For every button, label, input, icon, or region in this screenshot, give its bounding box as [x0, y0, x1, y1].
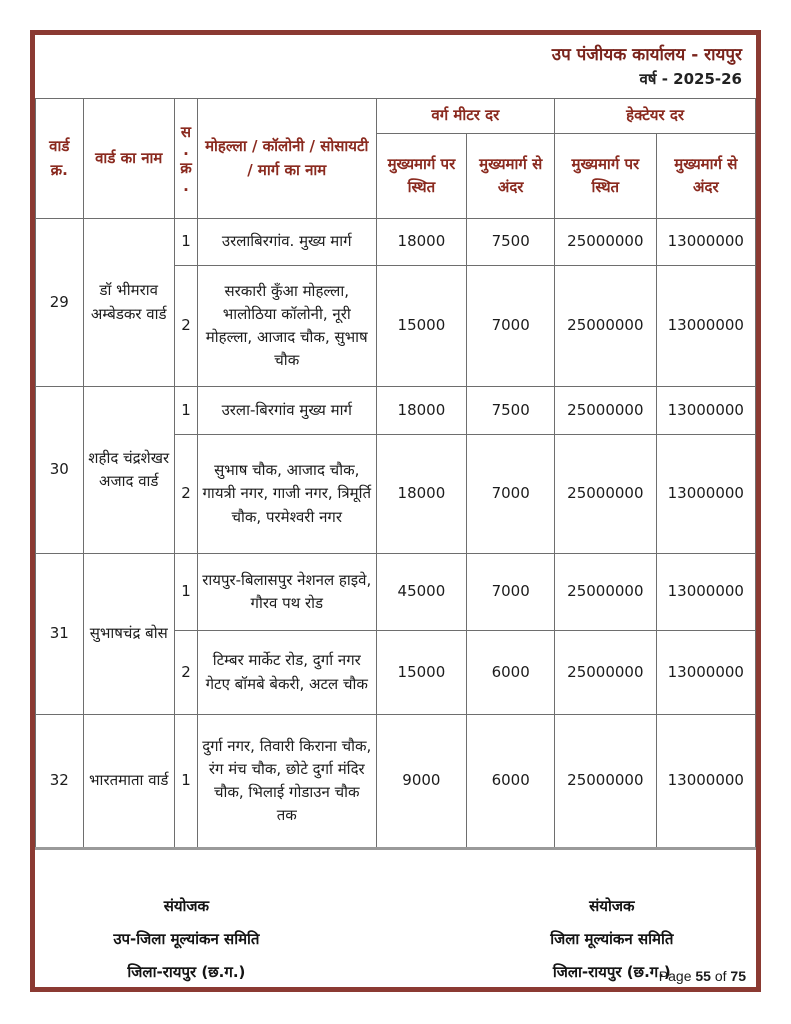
page-of: of [714, 968, 727, 984]
cell-serial: 1 [174, 554, 197, 631]
table-row [36, 554, 756, 631]
cell-ha-on-main: 25000000 [555, 631, 657, 715]
col-header-ward-no: वार्ड क्र. [36, 99, 84, 219]
cell-sqm-on-main: 18000 [376, 219, 467, 266]
signature-line: संयोजक [163, 897, 210, 915]
cell-sqm-inside: 7000 [467, 554, 555, 631]
cell-sqm-inside: 6000 [467, 631, 555, 715]
cell-ward-name: सुभाषचंद्र बोस [83, 554, 174, 715]
cell-sqm-on-main: 45000 [376, 554, 467, 631]
cell-ward-name: शहीद चंद्रशेखर अजाद वार्ड [83, 387, 174, 554]
cell-ha-inside: 13000000 [656, 631, 755, 715]
cell-area: उरला-बिरगांव मुख्य मार्ग [197, 387, 376, 435]
cell-ha-inside: 13000000 [656, 266, 755, 387]
cell-serial: 2 [174, 435, 197, 554]
page-frame [30, 30, 761, 992]
cell-sqm-inside: 7000 [467, 266, 555, 387]
table-row [36, 387, 756, 435]
page-current: 55 [695, 968, 711, 984]
cell-sqm-on-main: 18000 [376, 435, 467, 554]
col-header-sqm-on-main: मुख्यमार्ग पर स्थित [376, 134, 467, 219]
cell-ha-inside: 13000000 [656, 387, 755, 435]
col-header-ha-inside: मुख्यमार्ग से अंदर [656, 134, 755, 219]
cell-serial: 1 [174, 219, 197, 266]
serial-part: . [183, 176, 189, 195]
cell-ward-name: डॉ भीमराव अम्बेडकर वार्ड [83, 219, 174, 387]
cell-ha-on-main: 25000000 [555, 554, 657, 631]
cell-ha-inside: 13000000 [656, 219, 755, 266]
cell-sqm-on-main: 15000 [376, 631, 467, 715]
cell-ward-no: 29 [36, 219, 84, 387]
cell-ward-no: 32 [36, 715, 84, 849]
cell-ward-name: भारतमाता वार्ड [83, 715, 174, 849]
group-header-hectare-rate: हेक्टेयर दर [555, 99, 756, 134]
page-prefix: Page [658, 968, 692, 984]
cell-serial: 2 [174, 266, 197, 387]
table-row [36, 219, 756, 266]
cell-ward-no: 30 [36, 387, 84, 554]
cell-ha-on-main: 25000000 [555, 219, 657, 266]
cell-sqm-inside: 7000 [467, 435, 555, 554]
serial-part: . [183, 140, 189, 159]
cell-sqm-inside: 7500 [467, 219, 555, 266]
cell-sqm-on-main: 9000 [376, 715, 467, 849]
col-header-ward-name: वार्ड का नाम [83, 99, 174, 219]
cell-area: टिम्बर मार्केट रोड, दुर्गा नगर गेटए बॉमबे बेकरी, अटल चौक [197, 631, 376, 715]
page-total: 75 [730, 968, 746, 984]
col-header-mohalla: मोहल्ला / कॉलोनी / सोसायटी / मार्ग का नाम [197, 99, 376, 219]
col-header-serial [174, 99, 197, 219]
cell-ha-inside: 13000000 [656, 435, 755, 554]
cell-serial: 2 [174, 631, 197, 715]
group-header-sqm-rate: वर्ग मीटर दर [376, 99, 555, 134]
page-number [659, 968, 746, 984]
cell-ha-on-main: 25000000 [555, 435, 657, 554]
serial-part: क्र [180, 158, 192, 177]
office-title: उप पंजीयक कार्यालय - रायपुर [551, 45, 742, 65]
cell-ha-inside: 13000000 [656, 554, 755, 631]
cell-ward-no: 31 [36, 554, 84, 715]
table-header [36, 99, 756, 219]
cell-ha-on-main: 25000000 [555, 715, 657, 849]
table-row [36, 715, 756, 849]
cell-ha-inside: 13000000 [656, 715, 755, 849]
header-row-groups [36, 99, 756, 134]
signature-section [35, 890, 756, 989]
cell-sqm-on-main: 15000 [376, 266, 467, 387]
signature-line: जिला-रायपुर (छ.ग.) [552, 963, 671, 981]
rate-table [35, 98, 756, 850]
signature-line: जिला मूल्यांकन समिति [550, 930, 674, 948]
signature-line: उप-जिला मूल्यांकन समिति [113, 930, 260, 948]
cell-serial: 1 [174, 387, 197, 435]
cell-ha-on-main: 25000000 [555, 387, 657, 435]
col-header-sqm-inside: मुख्यमार्ग से अंदर [467, 134, 555, 219]
cell-sqm-inside: 6000 [467, 715, 555, 849]
cell-area: उरलाबिरगांव. मुख्य मार्ग [197, 219, 376, 266]
cell-area: सुभाष चौक, आजाद चौक, गायत्री नगर, गाजी नगर, त्रिमूर्ति चौक, परमेश्वरी नगर [197, 435, 376, 554]
cell-sqm-inside: 7500 [467, 387, 555, 435]
cell-area: रायपुर-बिलासपुर नेशनल हाइवे, गौरव पथ रोड [197, 554, 376, 631]
cell-sqm-on-main: 18000 [376, 387, 467, 435]
cell-ha-on-main: 25000000 [555, 266, 657, 387]
signature-line: संयोजक [589, 897, 635, 915]
cell-area: दुर्गा नगर, तिवारी किराना चौक, रंग मंच चौक, छोटे दुर्गा मंदिर चौक, भिलाई गोडाउन चौक तक [197, 715, 376, 849]
signature-left [35, 890, 338, 989]
year-label: वर्ष - 2025-26 [639, 70, 742, 88]
serial-part: स [180, 122, 192, 141]
col-header-ha-on-main: मुख्यमार्ग पर स्थित [555, 134, 657, 219]
signature-line: जिला-रायपुर (छ.ग.) [127, 963, 246, 981]
cell-area: सरकारी कुँआ मोहल्ला, भालोठिया कॉलोनी, नूरी मोहल्ला, आजाद चौक, सुभाष चौक [197, 266, 376, 387]
table-body [36, 219, 756, 849]
document-header [35, 35, 756, 91]
cell-serial: 1 [174, 715, 197, 849]
